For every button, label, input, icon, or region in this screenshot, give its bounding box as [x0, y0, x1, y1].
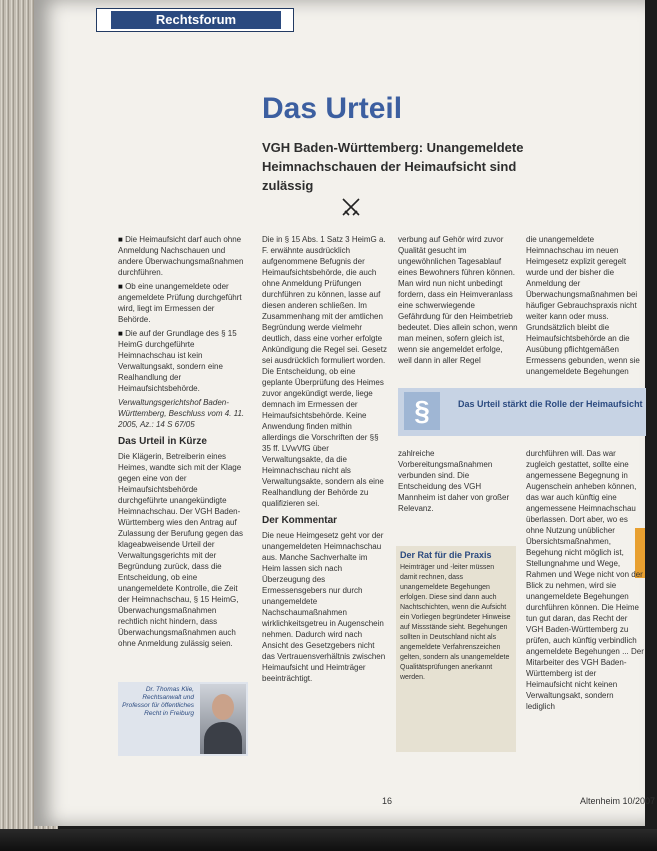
column-4-bottom [526, 448, 644, 714]
practice-advice-heading: Der Rat für die Praxis [400, 550, 492, 560]
kurz-heading: Das Urteil in Kürze [118, 436, 207, 447]
author-photo [200, 684, 246, 754]
column-3-bottom [398, 448, 518, 516]
practice-advice-text: Heimträger und -leiter müssen damit rechnen, dass unangemeldete Begehungen erfolgen. Diese sind dann auch Nachtschichten, wenn die Aufsicht ein Vorliegen begründeter Hinweise auf Missstände sieht. Begehungen sollten in Deutschland nicht als angemeldete Verfahrenszeichen gelten, sondern als unangemeldete Qualitätsprüfungen anerkannt werden. [400, 564, 511, 681]
author-head [212, 694, 234, 720]
issue-label: Altenheim 10/2007 [580, 796, 656, 806]
practice-advice-box [396, 546, 516, 752]
col4-text-1: die unangemeldete Heimnachschau im neuen Heimgesetz explizit geregelt wurde und der bisher die Anmeldung der Überwachungsmaßnahmen bei häufiger Gebrauchspraxis nicht weiter kann oder muss. Grundsätzlich bleibt die Heimaufsichtsbehörde an die Ausübung pflichtgemäßen Ermessens gebunden, wenn sie unangemeldete Begehungen [526, 235, 640, 376]
crossed-swords-icon [340, 196, 362, 218]
section-label: Rechtsforum [111, 11, 281, 29]
paragraph-sign-icon: § [404, 392, 440, 430]
column-2 [262, 234, 388, 686]
col3-text-2: zahlreiche Vorbereitungsmaßnahmen verbunden sind. Die Entscheidung des VGH Mannheim ist daher von großer Relevanz. [398, 449, 510, 513]
photo-caption: Dr. Thomas Klie, Rechtsanwalt und Professor für öffentliches Recht in Freiburg [122, 686, 194, 717]
author-photo-box [118, 682, 248, 756]
col4-text-2: durchführen will. Das war zugleich gestattet, sollte eine angemessene Begegnung in Augenschein anheben können, das war auch künftig eine angemessene Heimnachschau überlassen. Dort aber, wo es ohne Nutzung unüblicher Übersichtsmaßnahmen, Begehung nicht möglich ist, Stellungnahme und Wege, Rahmen und Wege nicht von der Blick zu nehmen, wird sie unangemeldete Begehungen durchführen können. Die Heime tun gut daran, das Recht der VGH Baden-Württemberg zu prüfen, auch künftig verbindlich angemeldete Begehungen ... Der Mitarbeiter des VGH Baden-Württemberg ist der Heimaufsicht nicht keinen Verwaltungsakt, sondern lediglich [526, 449, 644, 711]
col3-text-1: verbung auf Gehör wird zuvor Qualität gesucht im ungewöhnlichen Tagesablauf eines Bewohners führen können. Man wird nun nicht unbedingt fordern, dass ein Heimveranlass eine schwerwiegende Gefährdung für den Heimbetrieb bedeutet. Dies allein schon, wenn man meinen, sofern gleich ist, wenn sie angemeldet erfolge, weil dann in aller Regel [398, 235, 518, 365]
author-body [204, 722, 242, 754]
column-4-top [526, 234, 644, 379]
summary-bullet: ■ Die Heimaufsicht darf auch ohne Anmeldung Nachschauen und andere Überwachungsmaßnahmen durchführen. [118, 234, 248, 278]
court-citation: Verwaltungsgerichtshof Baden-Württemberg, Beschluss vom 4. 11. 2005, Az.: 14 S 67/05 [118, 398, 245, 429]
col2-text-1: Die in § 15 Abs. 1 Satz 3 HeimG a. F. erwähnte ausdrücklich aufgenommene Befugnis der Heimaufsichtsbehörde, die auch ohne Anmeldung Prüfungen durchführen zu können, lasse auf diesen anderen schließen. Im Zusammenhang mit der amtlichen Begründung werde vielmehr deutlich, dass eine vorher erfolgte Ankündigung die Regel sei. Gesetz sei ausdrücklich formuliert worden. Die Entscheidung, ob eine geplante Überprüfung des Heimes zuvor angekündigt werde, liege demnach im Ermessen der Heimaufsichtsbehörde. Keine Anwendung finden mithin allerdings die Vorschriften der §§ 35 ff. LVwVfG über Verwaltungsakte, da die Heimnachschau nicht als Verwaltungsakte, sondern als eine Realhandlung der Behörde zu qualifizieren sei. [262, 235, 387, 508]
highlight-text: Das Urteil stärkt die Rolle der Heimaufsicht [458, 399, 643, 409]
book-bottom-shadow [0, 829, 657, 851]
article-subtitle: VGH Baden-Württemberg: Unangemeldete Heimnachschauen der Heimaufsicht sind zulässig [262, 140, 524, 193]
column-3-top [398, 234, 518, 368]
page-number: 16 [382, 796, 393, 806]
col2-text-2: Die neue Heimgesetz geht vor der unangemeldeten Heimnachschau aus. Manche Sachverhalte im Heim lassen sich nach Überzeugung des Ermessensgebers nur durch unangemeldete Nachschaumaßnahmen wirklichkeitsgetreu in Augenschein nehmen. Dadurch wird nach Ansicht des Gesetzgebers nicht das Vertrauensverhältnis zwischen Heimaufsicht und Heimträger beeinträchtigt. [262, 531, 386, 683]
section-header [96, 8, 294, 32]
kommentar-heading: Der Kommentar [262, 515, 338, 526]
highlight-box [398, 388, 646, 436]
summary-bullet: ■ Die auf der Grundlage des § 15 HeimG durchgeführte Heimnachschau ist kein Verwaltungsakt, sondern eine Realhandlung der Heimaufsichtsbehörde. [118, 328, 248, 394]
article-title: Das Urteil [262, 92, 403, 125]
kurz-text: Die Klägerin, Betreiberin eines Heimes, wandte sich mit der Klage gegen eine von der Heimaufsichtsbehörde durchgeführte unangekündigte Heimnachschau. Der VGH Baden-Württemberg wies den Antrag auf Zulassung der Berufung gegen das klageabweisende Urteil der Verwaltungsgerichts mit der Begründung zurück, dass die Entscheidung, ob eine unangemeldete Kontrolle, die Zeit der Heimnachschau, § 15 HeimG, Überwachungsmaßnahmen rechtlich nicht hindern, dass Überwachungsmaßnahmen auch ohne Anmeldung zulässig seien. [118, 452, 243, 648]
summary-bullet: ■ Ob eine unangemeldete oder angemeldete Prüfung durchgeführt wird, liegt im Ermessen der Behörde. [118, 281, 248, 325]
column-1 [118, 234, 248, 651]
